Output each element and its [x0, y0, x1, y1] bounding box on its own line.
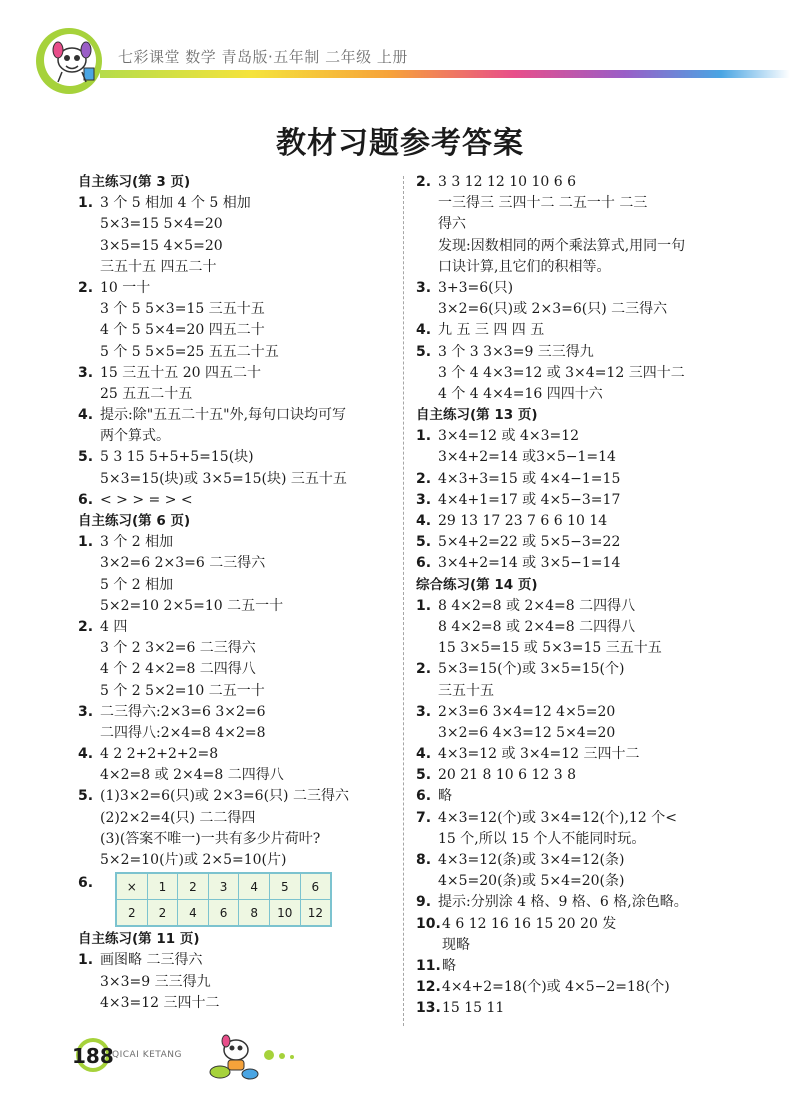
answer-text: 20 21 8 10 6 12 3 8	[438, 767, 577, 784]
answer-line	[416, 786, 756, 807]
answer-line	[416, 511, 756, 532]
answer-text: 3 3 12 12 10 10 6 6	[438, 174, 577, 190]
answer-line	[416, 956, 756, 977]
answer-line	[78, 405, 394, 426]
answer-continuation: 3 个 2 3×2=6 二三得六	[100, 640, 256, 657]
answer-line	[416, 744, 756, 765]
answer-continuation: 3×2=6 4×3=12 5×4=20	[438, 724, 616, 741]
answer-line	[416, 914, 756, 935]
answer-continuation: 5×3=15(块)或 3×5=15(块) 三五十五	[100, 470, 347, 487]
answer-line	[416, 532, 756, 553]
answer-text: 4×4+2=18(个)或 4×5−2=18(个)	[442, 979, 670, 996]
answer-continuation: 3×3=9 三三得九	[100, 973, 211, 990]
answer-text: 2×3=6 3×4=12 4×5=20	[438, 703, 616, 720]
answer-continuation: 4×2=8 或 2×4=8 二四得八	[100, 767, 284, 784]
answer-text: 4 2 2+2+2+2=8	[100, 746, 219, 763]
answer-text: 3×4+2=14 或 3×5−1=14	[438, 555, 621, 572]
answer-line	[78, 702, 394, 723]
answer-line	[416, 850, 756, 871]
answer-line	[78, 786, 394, 807]
answer-continuation: 4×3=12 三四十二	[100, 994, 220, 1011]
answer-text: 5×4+2=22 或 5×5−3=22	[438, 534, 621, 551]
page-number: 188	[72, 1044, 114, 1068]
answer-continuation: 5 个 5 5×5=25 五五二十五	[100, 343, 279, 360]
multiplication-table	[116, 873, 331, 926]
question-number: 8.	[416, 852, 432, 868]
question-number: 4.	[78, 407, 94, 424]
table-cell: 2	[117, 900, 148, 926]
answer-text: 15 三五十五 20 四五二十	[100, 364, 261, 381]
question-number: 6.	[78, 875, 94, 892]
question-number: 12.	[416, 979, 441, 996]
answer-continuation: 4 个 5 5×4=20 四五二十	[100, 322, 265, 339]
left-column	[78, 172, 394, 1014]
question-number: 9.	[416, 894, 432, 911]
answer-text: 略	[438, 788, 452, 805]
answer-line	[416, 702, 756, 723]
answer-text: 画图略 二三得六	[100, 952, 203, 969]
answer-continuation: 3 个 4 4×3=12 或 3×4=12 三四十二	[438, 364, 685, 381]
answer-continuation: 两个算式。	[100, 428, 170, 445]
question-number: 4.	[416, 513, 432, 529]
answer-line	[78, 193, 394, 214]
answer-line	[78, 447, 394, 468]
table-cell: 6	[300, 874, 331, 900]
question-number: 5.	[416, 534, 432, 551]
footer-mascot-icon	[206, 1034, 262, 1080]
footer-dot-icon	[279, 1053, 285, 1059]
answer-continuation: 二四得八:2×4=8 4×2=8	[100, 724, 266, 741]
table-cell: ×	[117, 874, 148, 900]
answer-continuation: 三五十五	[438, 682, 494, 699]
answer-text: 10 一十	[100, 279, 151, 296]
answer-text: 4×4+1=17 或 4×5−3=17	[438, 491, 621, 508]
answer-continuation: 3×4+2=14 或3×5−1=14	[438, 449, 616, 466]
question-number: 5.	[78, 449, 94, 466]
question-number: 1.	[416, 428, 432, 445]
question-number: 3.	[78, 364, 94, 381]
table-cell: 3	[208, 874, 239, 900]
answer-text: 4×3+3=15 或 4×4−1=15	[438, 470, 621, 487]
table-cell: 5	[269, 874, 300, 900]
question-number: 1.	[78, 534, 94, 551]
answer-text: 3 个 5 相加 4 个 5 相加	[100, 195, 251, 212]
answer-continuation: 4×5=20(条)或 5×4=20(条)	[438, 873, 625, 890]
answer-line	[78, 532, 394, 553]
question-number: 4.	[416, 322, 432, 339]
question-number: 3.	[416, 703, 432, 720]
answer-text: 8 4×2=8 或 2×4=8 二四得八	[438, 597, 636, 614]
answer-line	[78, 950, 394, 971]
answer-continuation: 口诀计算,且它们的积相等。	[438, 258, 611, 275]
answer-continuation: 一三得三 三四十二 二五一十 二三	[438, 195, 648, 212]
question-number: 2.	[416, 661, 432, 678]
answer-text: 提示:分别涂 4 格、9 格、6 格,涂色略。	[438, 894, 688, 911]
answer-text: 4×3=12(条)或 3×4=12(条)	[438, 852, 625, 868]
footer-dot-icon	[264, 1050, 274, 1060]
table-row	[117, 874, 331, 900]
question-number: 1.	[416, 597, 432, 614]
answer-line	[416, 765, 756, 786]
question-number: 5.	[416, 343, 432, 360]
answer-line	[416, 172, 756, 193]
answer-line	[78, 490, 394, 511]
answer-line	[78, 278, 394, 299]
table-cell: 12	[300, 900, 331, 926]
answer-text: 提示:除"五五二十五"外,每句口诀均可写	[100, 407, 347, 424]
answer-text: 二三得六:2×3=6 3×2=6	[100, 703, 266, 720]
answer-continuation: 5×2=10(片)或 2×5=10(片)	[100, 852, 287, 868]
answer-text: 5 3 15 5+5+5=15(块)	[100, 449, 254, 466]
answer-line	[78, 744, 394, 765]
answer-continuation: 5×3=15 5×4=20	[100, 216, 223, 233]
table-cell: 1	[147, 874, 178, 900]
answer-text: 5×3=15(个)或 3×5=15(个)	[438, 661, 625, 678]
question-number: 1.	[78, 952, 94, 969]
answer-continuation: 25 五五二十五	[100, 385, 193, 402]
table-cell: 8	[239, 900, 270, 926]
answer-text: 九 五 三 四 四 五	[438, 322, 545, 339]
mascot-icon	[48, 38, 98, 84]
answer-text: < > > = > <	[100, 491, 193, 508]
section-heading: 自主练习(第 11 页)	[78, 931, 200, 948]
question-number: 4.	[78, 746, 94, 763]
footer-brand: QICAI KETANG	[112, 1050, 182, 1060]
answer-line	[416, 892, 756, 913]
question-number: 5.	[78, 788, 94, 805]
answer-continuation: 5 个 2 相加	[100, 576, 174, 593]
question-number: 6.	[416, 788, 432, 805]
table-cell: 6	[208, 900, 239, 926]
answer-continuation: 得六	[438, 216, 466, 233]
answer-line	[416, 469, 756, 490]
question-number: 3.	[416, 491, 432, 508]
answer-line	[416, 490, 756, 511]
answer-continuation: 3 个 5 5×3=15 三五十五	[100, 301, 265, 318]
question-table-row	[78, 871, 394, 929]
answer-continuation: 15 个,所以 15 个人不能同时玩。	[438, 830, 646, 847]
header-series-title: 七彩课堂 数学 青岛版·五年制 二年级 上册	[118, 48, 408, 66]
question-number: 6.	[78, 491, 94, 508]
answer-continuation: 3×2=6(只)或 2×3=6(只) 二三得六	[438, 301, 668, 318]
section-heading: 综合练习(第 14 页)	[416, 576, 538, 593]
question-number: 2.	[78, 618, 94, 635]
question-number: 4.	[416, 746, 432, 763]
answer-line	[416, 808, 756, 829]
answer-continuation: (2)2×2=4(只) 二二得四	[100, 809, 256, 826]
answer-line	[416, 426, 756, 447]
answer-text: (1)3×2=6(只)或 2×3=6(只) 二三得六	[100, 788, 349, 805]
section-heading: 自主练习(第 3 页)	[78, 174, 191, 190]
answer-continuation: 4 个 2 4×2=8 二四得八	[100, 661, 256, 678]
answer-continuation: 3×2=6 2×3=6 二三得六	[100, 555, 266, 572]
answer-continuation: 5×2=10 2×5=10 二五一十	[100, 597, 284, 614]
answer-text: 29 13 17 23 7 6 6 10 14	[438, 513, 608, 529]
answer-continuation: 3×5=15 4×5=20	[100, 237, 223, 254]
question-number: 3.	[416, 279, 432, 296]
answer-text: 4×3=12 或 3×4=12 三四十二	[438, 746, 640, 763]
answer-text: 3+3=6(只)	[438, 279, 514, 296]
column-divider	[403, 176, 404, 1026]
answer-text: 略	[442, 957, 456, 974]
answer-line	[416, 553, 756, 574]
answer-line	[416, 278, 756, 299]
answer-line	[416, 659, 756, 680]
table-cell: 2	[178, 874, 209, 900]
section-heading: 自主练习(第 13 页)	[416, 407, 538, 424]
question-number: 11.	[416, 957, 441, 974]
answer-line	[416, 320, 756, 341]
answer-line	[416, 342, 756, 363]
answer-continuation: (3)(答案不唯一)一共有多少片荷叶?	[100, 830, 321, 847]
answer-continuation: 4 个 4 4×4=16 四四十六	[438, 385, 603, 402]
question-number: 2.	[416, 470, 432, 487]
answer-text: 4 6 12 16 16 15 20 20 发	[442, 915, 617, 932]
table-cell: 4	[239, 874, 270, 900]
question-number: 13.	[416, 1000, 441, 1017]
question-number: 3.	[78, 703, 94, 720]
question-number: 10.	[416, 915, 441, 932]
answer-continuation: 发现:因数相同的两个乘法算式,用同一句	[438, 237, 686, 254]
question-number: 1.	[78, 195, 94, 212]
answer-line	[416, 977, 756, 998]
table-cell: 4	[178, 900, 209, 926]
page-title: 教材习题参考答案	[276, 126, 524, 161]
header-rainbow-bar	[100, 70, 790, 78]
question-number: 2.	[416, 174, 432, 190]
answer-text: 3 个 3 3×3=9 三三得九	[438, 343, 594, 360]
question-number: 6.	[416, 555, 432, 572]
question-number: 2.	[78, 279, 94, 296]
question-number: 7.	[416, 809, 432, 826]
answer-text: 3×4=12 或 4×3=12	[438, 428, 580, 445]
answer-text: 4 四	[100, 618, 128, 635]
right-column	[416, 172, 756, 1020]
answer-line	[416, 596, 756, 617]
section-heading: 自主练习(第 6 页)	[78, 513, 191, 529]
table-cell: 10	[269, 900, 300, 926]
table-row	[117, 900, 331, 926]
answer-continuation: 三五十五 四五二十	[100, 258, 217, 275]
answer-continuation: 15 3×5=15 或 5×3=15 三五十五	[438, 640, 662, 657]
answer-continuation: 8 4×2=8 或 2×4=8 二四得八	[438, 618, 636, 635]
question-number: 5.	[416, 767, 432, 784]
answer-text: 4×3=12(个)或 3×4=12(个),12 个<	[438, 809, 677, 826]
footer-dot-icon	[290, 1055, 294, 1059]
answer-text: 3 个 2 相加	[100, 534, 174, 551]
answer-line	[78, 363, 394, 384]
answer-continuation: 现略	[442, 936, 470, 953]
answer-continuation: 5 个 2 5×2=10 二五一十	[100, 682, 265, 699]
answer-text: 15 15 11	[442, 1000, 505, 1017]
table-cell: 2	[147, 900, 178, 926]
answer-line	[416, 998, 756, 1019]
answer-line	[78, 617, 394, 638]
